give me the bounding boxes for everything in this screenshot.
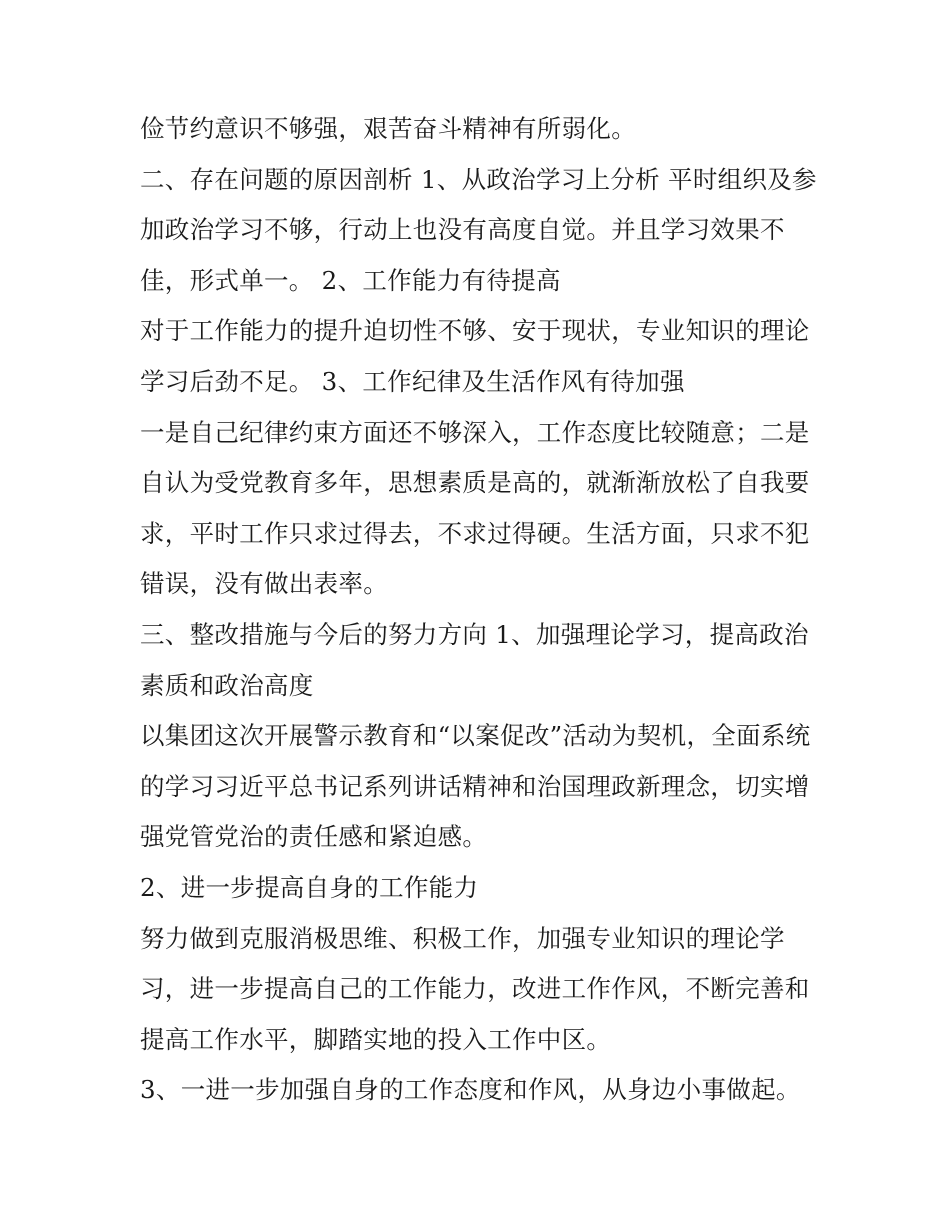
text-line: 学习后劲不足。 3、工作纪律及生活作风有待加强 (140, 366, 685, 396)
text-line: 加政治学习不够，行动上也没有高度自觉。并且学习效果不 (140, 215, 785, 245)
text-line: 一是自己纪律约束方面还不够深入，工作态度比较随意；二是 (140, 417, 810, 447)
document-body (140, 104, 820, 1116)
text-line: 习，进一步提高自己的工作能力，改进工作作风，不断完善和 (140, 974, 810, 1004)
text-line: 佳，形式单一。 2、工作能力有待提高 (140, 265, 561, 295)
text-line: 3、一进一步加强自身的工作态度和作风，从身边小事做起。 (140, 1075, 801, 1105)
text-line: 对于工作能力的提升迫切性不够、安于现状，专业知识的理论 (140, 316, 810, 346)
text-line: 三、整改措施与今后的努力方向 1、加强理论学习，提高政治 (140, 619, 809, 649)
text-line: 俭节约意识不够强，艰苦奋斗精神有所弱化。 (140, 114, 636, 143)
text-line: 错误，没有做出表率。 (140, 569, 388, 599)
text-line: 求，平时工作只求过得去，不求过得硬。生活方面，只求不犯 (140, 518, 810, 548)
text-line: 2、进一步提高自身的工作能力 (140, 872, 479, 902)
text-line: 提高工作水平，脚踏实地的投入工作中区。 (140, 1024, 612, 1054)
text-line: 素质和政治高度 (140, 670, 314, 700)
text-line: 强党管党治的责任感和紧迫感。 (140, 822, 488, 852)
text-line: 的学习习近平总书记系列讲话精神和治国理政新理念，切实增 (140, 771, 810, 801)
text-line: 二、存在问题的原因剖析 1、从政治学习上分析 平时组织及参 (140, 164, 817, 194)
text-line: 以集团这次开展警示教育和“以案促改”活动为契机，全面系统 (140, 721, 811, 751)
text-line: 努力做到克服消极思维、积极工作，加强专业知识的理论学 (140, 923, 785, 953)
text-line: 自认为受党教育多年，思想素质是高的，就渐渐放松了自我要 (140, 468, 810, 498)
